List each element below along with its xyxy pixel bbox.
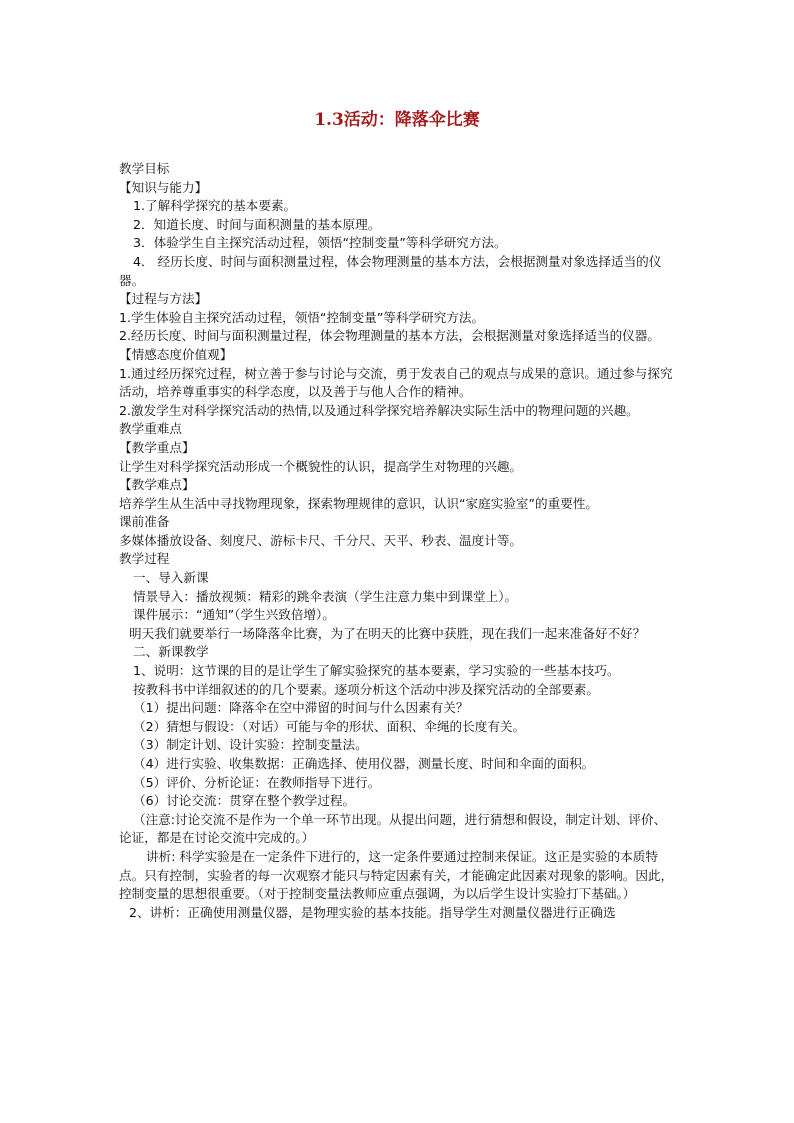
list-item: 4． 经历长度、时间与面积测量过程，体会物理测量的基本方法，会根据测量对象选择适当的仪器。 bbox=[119, 253, 662, 288]
paragraph: 让学生对科学探究活动形成一个概貌性的认识，提高学生对物理的兴趣。 bbox=[119, 458, 522, 474]
document-title: 1.3活动：降落伞比赛 bbox=[314, 110, 480, 130]
list-item: 3．体验学生自主探究活动过程，领悟“控制变量”等科学研究方法。 bbox=[133, 235, 507, 251]
list-item: （1）提出问题：降落伞在空中滞留的时间与什么因素有关？ bbox=[133, 700, 469, 716]
paragraph: 明天我们就要举行一场降落伞比赛，为了在明天的比赛中获胜，现在我们一起来准备好不好？ bbox=[129, 625, 646, 641]
paragraph: 多媒体播放设备、刻度尺、游标卡尺、千分尺、天平、秒表、温度计等。 bbox=[119, 532, 522, 548]
paragraph: 1、说明：这节课的目的是让学生了解实验探究的基本要素，学习实验的一些基本技巧。 bbox=[133, 663, 620, 679]
step-heading: 二、新课教学 bbox=[133, 644, 209, 660]
paragraph: 2、讲析：正确使用测量仪器，是物理实验的基本技能。指导学生对测量仪器进行正确选 bbox=[129, 904, 616, 920]
list-item: （6）讨论交流：贯穿在整个教学过程。 bbox=[133, 793, 356, 809]
subsection-heading: 【教学难点】 bbox=[119, 477, 195, 493]
note-paragraph: （注意:讨论交流不是作为一个单一环节出现。从提出问题，进行猜想和假设，制定计划、评价、论证，都是在讨论交流中完成的。） bbox=[119, 811, 667, 846]
subsection-heading: 【知识与能力】 bbox=[119, 179, 208, 195]
section-heading: 教学重难点 bbox=[119, 421, 182, 437]
list-item: （2）猜想与假设：（对话）可能与伞的形状、面积、伞绳的长度有关。 bbox=[133, 718, 526, 734]
list-item: （3）制定计划、设计实验：控制变量法。 bbox=[133, 737, 368, 753]
paragraph: 按教科书中详细叙述的的几个要素。逐项分析这个活动中涉及探究活动的全部要素。 bbox=[133, 681, 599, 697]
subsection-heading: 【教学重点】 bbox=[119, 439, 195, 455]
paragraph: 培养学生从生活中寻找物理现象，探索物理规律的意识，认识“家庭实验室”的重要性。 bbox=[119, 495, 599, 511]
section-heading: 教学过程 bbox=[119, 551, 170, 567]
subsection-heading: 【情感态度价值观】 bbox=[119, 346, 233, 362]
list-item: 2.经历长度、时间与面积测量过程，体会物理测量的基本方法，会根据测量对象选择适当的仪器。 bbox=[119, 328, 660, 344]
step-heading: 一、导入新课 bbox=[133, 570, 209, 586]
paragraph: 讲析: 科学实验是在一定条件下进行的，这一定条件要通过控制来保证。这正是实验的本质特点。只有控制，实验者的每一次观察才能只与特定因素有关，才能确定此因素对现象的影响。因此，控制变量的思想很重要。（对于控制变量法教师应重点强调，为以后学生设计实验打下基础。） bbox=[119, 848, 674, 902]
list-item: （4）进行实验、收集数据：正确选择、使用仪器，测量长度、时间和伞面的面积。 bbox=[133, 756, 595, 771]
subsection-heading: 【过程与方法】 bbox=[119, 291, 208, 307]
section-heading: 课前准备 bbox=[119, 514, 170, 530]
list-item: 1.了解科学探究的基本要素。 bbox=[133, 198, 297, 214]
document-body bbox=[119, 160, 677, 922]
list-item: 1.通过经历探究过程，树立善于参与讨论与交流，勇于发表自己的观点与成果的意识。通过参与探究活动，培养尊重事实的科学态度，以及善于与他人合作的精神。 bbox=[119, 365, 673, 400]
list-item: （5）评价、分析论证：在教师指导下进行。 bbox=[133, 774, 381, 790]
paragraph: 情景导入：播放视频：精彩的跳伞表演（学生注意力集中到课堂上）。 bbox=[133, 588, 518, 604]
list-item: 2.激发学生对科学探究活动的热情,以及通过科学探究培养解决实际生活中的物理问题的兴趣。 bbox=[119, 402, 639, 418]
section-heading: 教学目标 bbox=[119, 161, 170, 176]
paragraph: 课件展示：“通知”（学生兴致倍增）。 bbox=[133, 607, 335, 623]
list-item: 2．知道长度、时间与面积测量的基本原理。 bbox=[133, 216, 381, 232]
list-item: 1.学生体验自主探究活动过程，领悟“控制变量”等科学研究方法。 bbox=[119, 309, 485, 325]
